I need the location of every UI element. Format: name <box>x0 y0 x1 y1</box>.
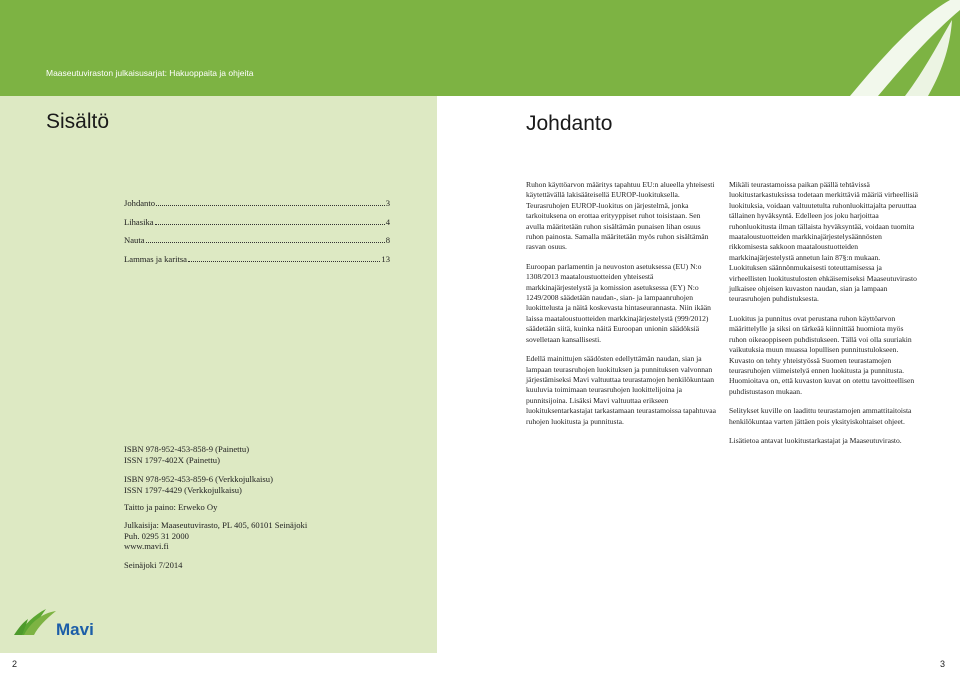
isbn-web <box>124 474 273 495</box>
leaf-decoration-icon <box>700 0 960 96</box>
mavi-logo <box>12 605 102 641</box>
table-of-contents <box>124 194 390 268</box>
toc-leader <box>188 261 380 262</box>
isbn-print <box>124 444 249 465</box>
toc-leader <box>146 242 385 243</box>
toc-item-label: Lihasika <box>124 216 154 227</box>
paragraph: Luokitus ja punnitus ovat perustana ruhon käyttöarvon määrittelylle ja siksi on tärkeää kiinnittää huomiota myös ruhon oikeaoppiseen puhdistukseen. Tällä voi olla suuriakin vaikutuksia muun muassa lopullisen punnitustulokseen. Kuvasto on tehty yhteistyössä Suomen teurastamojen teurasruhojen viimeistelyä ennen luokitusta ja punnitusta. Huomioitava on, että kuvaston kuvat on otettu tavoitteellisen puhdistustason mukaan. <box>729 313 915 396</box>
toc-item-label: Nauta <box>124 235 145 245</box>
printer-info: Taitto ja paino: Erweko Oy <box>124 502 218 512</box>
isbn-line: ISBN 978-952-453-859-6 (Verkkojulkaisu) <box>124 474 273 484</box>
toc-item[interactable] <box>124 194 390 213</box>
toc-item-page: 4 <box>385 216 390 227</box>
toc-item[interactable] <box>124 250 390 269</box>
page-title-contents: Sisältö <box>46 110 110 133</box>
isbn-line: ISBN 978-952-453-858-9 (Painettu) <box>124 444 250 454</box>
paragraph: Lisätietoa antavat luokitustarkastajat ja Maaseutuvirasto. <box>729 435 902 445</box>
text-column-1 <box>526 180 716 436</box>
phone-line: Puh. 0295 31 2000 <box>124 530 189 541</box>
toc-item-page: 3 <box>385 198 390 208</box>
toc-item[interactable] <box>124 213 390 232</box>
toc-item[interactable] <box>124 231 390 250</box>
publisher-line: Julkaisija: Maaseutuvirasto, PL 405, 60101 Seinäjoki <box>124 520 308 530</box>
logo-text: Mavi <box>56 620 94 639</box>
website-link[interactable]: www.mavi.fi <box>124 541 169 551</box>
paragraph: Mikäli teurastamoissa paikan päällä tehtävissä luokitustarkastuksissa todetaan merkittäviä määriä virheellisiä luokituksia, voidaan valtuutetulta ruhonluokittajalta peruuttaa tällainen hyväksyntä. Edelleen jos joku harjoittaa ruhonluokitusta ilman tällaista hyväksyntää, voidaan tuomita maataloustuotteiden markkinajärjestelysäännösten rikkomisesta sakkoon maataloustuotteiden markkinajärjestelystä annetun lain 87§:n mukaan. Luokituksen säännönmukaisesti toteuttamisessa ja virheellisten luokitustulosten ehkäisemiseksi Maaseutuvirasto julkaisee ohjeisen kuvaston naudan, sian ja lampaan teurasruhojen puhdistuksesta. <box>729 180 918 304</box>
paragraph: Ruhon käyttöarvon määritys tapahtuu EU:n alueella yhteisesti käytettävällä lakisääteisellä EUROP-luokituksella. Teurasruhojen EUROP-luokitus on järjestelmä, jonka tarkoituksena on erottaa erityyppiset ruhot toisistaan. Sen avulla määritetään ruhon sisältämän punaisen lihan osuus ruhon painosta. Samalla määritetään myös ruhon sisältämän rasvan osuus. <box>526 180 715 252</box>
left-page-panel <box>0 96 437 653</box>
paragraph: Euroopan parlamentin ja neuvoston asetuksessa (EU) N:o 1308/2013 maataloustuotteiden yhteisestä markkinajärjestelystä ja komission asetuksessa (EY) N:o 1249/2008 säädetään naudan-, sian- ja lampaanruhojen luokittelusta ja näitä koskevasta hintaseurannasta. Niin ikään laissa maataloustuotteiden markkinajärjestelystä (999/2012) säädetään siitä, kuinka näitä Euroopan unionin säädöksiä sovelletaan kansallisesti. <box>526 261 711 344</box>
issn-line: ISSN 1797-4429 (Verkkojulkaisu) <box>124 484 242 495</box>
publisher-info <box>124 520 307 552</box>
toc-item-page: 13 <box>381 253 390 264</box>
toc-leader <box>156 205 385 206</box>
series-title: Maaseutuviraston julkaisusarjat: Hakuoppaita ja ohjeita <box>46 68 254 78</box>
toc-item-page: 8 <box>385 235 390 245</box>
page-number-left: 2 <box>12 659 18 669</box>
issn-line: ISSN 1797-402X (Painettu) <box>124 454 220 465</box>
publication-date: Seinäjoki 7/2014 <box>124 560 183 570</box>
page-number-right: 3 <box>940 659 946 669</box>
page-title-introduction: Johdanto <box>526 112 613 135</box>
text-column-2 <box>729 180 919 455</box>
paragraph: Edellä mainittujen säädösten edellyttämän naudan, sian ja lampaan teurasruhojen luokituksen ja punnituksen valvonnan järjestämiseksi Mavi valtuuttaa teurastamojen henkilökuntaan kuuluvia toimimaan teurasruhojen luokittelijoina ja punnitsijoina. Lisäksi Mavi valtuuttaa erikseen luokituksentarkastajat tarkastamaan teurastamoissa tapahtuvaa ruhojen luokitusta ja punnitusta. <box>526 354 716 426</box>
paragraph: Selitykset kuville on laadittu teurastamojen ammattitaitoista henkilökuntaa varten jättäen pois yksityiskohtaiset ohjeet. <box>729 406 912 426</box>
toc-item-label: Lammas ja karitsa <box>124 253 187 264</box>
toc-leader <box>155 224 385 225</box>
toc-item-label: Johdanto <box>124 198 156 208</box>
